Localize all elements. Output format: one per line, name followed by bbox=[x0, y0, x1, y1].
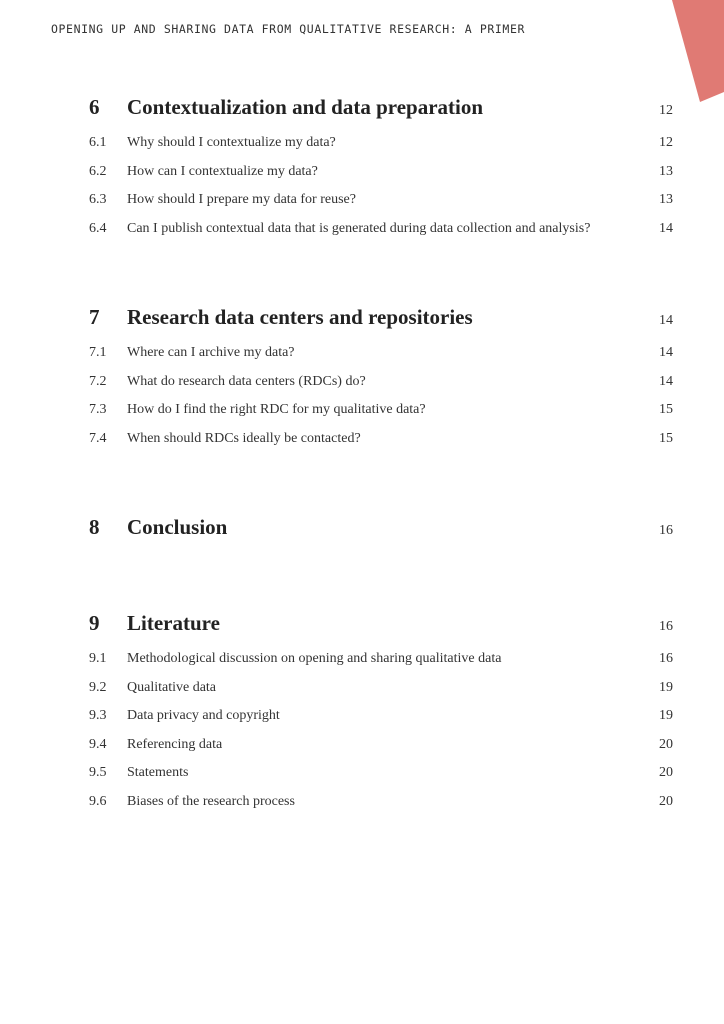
toc-entry[interactable] bbox=[89, 402, 673, 431]
section-number: 9 bbox=[89, 611, 100, 635]
entry-page: 14 bbox=[659, 220, 673, 236]
section-title: Research data centers and repositories bbox=[127, 305, 473, 329]
toc-section-9 bbox=[89, 611, 673, 822]
toc-section-heading[interactable] bbox=[89, 515, 673, 549]
entry-number: 7.4 bbox=[89, 430, 107, 446]
toc-entry[interactable] bbox=[89, 135, 673, 164]
toc-entry[interactable] bbox=[89, 345, 673, 374]
entry-page: 14 bbox=[659, 345, 673, 360]
section-page: 14 bbox=[659, 313, 673, 328]
entry-number: 6.2 bbox=[89, 163, 107, 179]
entry-title: Referencing data bbox=[127, 736, 223, 752]
toc-section-6 bbox=[89, 95, 673, 249]
toc-entry[interactable] bbox=[89, 680, 673, 709]
entry-number: 9.6 bbox=[89, 793, 107, 809]
section-page: 16 bbox=[659, 523, 673, 538]
entry-page: 13 bbox=[659, 192, 673, 207]
entry-title: How do I find the right RDC for my qualitative data? bbox=[127, 402, 426, 417]
entry-title: Can I publish contextual data that is generated during data collection and analysis? bbox=[127, 220, 591, 236]
entry-page: 19 bbox=[659, 679, 673, 695]
toc-section-7 bbox=[89, 305, 673, 459]
toc-entry[interactable] bbox=[89, 737, 673, 766]
toc-entry[interactable] bbox=[89, 708, 673, 737]
toc-entry[interactable] bbox=[89, 164, 673, 193]
entry-number: 7.2 bbox=[89, 373, 107, 389]
entry-title: What do research data centers (RDCs) do? bbox=[127, 373, 366, 389]
entry-number: 7.1 bbox=[89, 345, 107, 360]
toc-section-heading[interactable] bbox=[89, 305, 673, 339]
entry-title: Statements bbox=[127, 765, 189, 780]
entry-page: 20 bbox=[659, 793, 673, 809]
entry-title: Data privacy and copyright bbox=[127, 708, 280, 723]
entry-title: How can I contextualize my data? bbox=[127, 163, 318, 179]
section-number: 7 bbox=[89, 305, 100, 329]
entry-number: 6.1 bbox=[89, 135, 107, 150]
table-of-contents bbox=[89, 95, 673, 878]
entry-title: Why should I contextualize my data? bbox=[127, 135, 336, 150]
entry-page: 15 bbox=[659, 402, 673, 417]
entry-title: When should RDCs ideally be contacted? bbox=[127, 430, 361, 446]
section-title: Literature bbox=[127, 611, 220, 635]
entry-number: 9.4 bbox=[89, 736, 107, 752]
entry-page: 19 bbox=[659, 708, 673, 723]
toc-entry[interactable] bbox=[89, 221, 673, 250]
entry-page: 14 bbox=[659, 373, 673, 389]
entry-title: Qualitative data bbox=[127, 679, 217, 695]
toc-entry[interactable] bbox=[89, 431, 673, 460]
corner-decoration-shape bbox=[672, 0, 724, 102]
section-page: 12 bbox=[659, 103, 673, 118]
entry-page: 16 bbox=[659, 651, 673, 666]
entry-title: How should I prepare my data for reuse? bbox=[127, 192, 356, 207]
running-header: OPENING UP AND SHARING DATA FROM QUALITATIVE RESEARCH: A PRIMER bbox=[51, 22, 525, 36]
toc-entry[interactable] bbox=[89, 794, 673, 823]
toc-section-heading[interactable] bbox=[89, 611, 673, 645]
section-number: 8 bbox=[89, 515, 100, 539]
entry-title: Biases of the research process bbox=[127, 793, 295, 809]
entry-title: Where can I archive my data? bbox=[127, 345, 295, 360]
entry-number: 9.2 bbox=[89, 679, 107, 695]
toc-entry[interactable] bbox=[89, 651, 673, 680]
entry-number: 9.1 bbox=[89, 651, 107, 666]
entry-number: 7.3 bbox=[89, 402, 107, 417]
toc-section-heading[interactable] bbox=[89, 95, 673, 129]
entry-number: 6.4 bbox=[89, 220, 107, 236]
entry-number: 9.3 bbox=[89, 708, 107, 723]
entry-page: 13 bbox=[659, 163, 673, 179]
entry-page: 12 bbox=[659, 135, 673, 150]
entry-title: Methodological discussion on opening and sharing qualitative data bbox=[127, 651, 502, 666]
section-number: 6 bbox=[89, 95, 100, 119]
section-title: Conclusion bbox=[127, 515, 228, 539]
toc-section-8 bbox=[89, 515, 673, 549]
entry-number: 9.5 bbox=[89, 765, 107, 780]
entry-page: 15 bbox=[659, 430, 673, 446]
entry-page: 20 bbox=[659, 736, 673, 752]
section-page: 16 bbox=[659, 619, 673, 634]
toc-entry[interactable] bbox=[89, 765, 673, 794]
toc-entry[interactable] bbox=[89, 374, 673, 403]
section-title: Contextualization and data preparation bbox=[127, 95, 484, 119]
entry-page: 20 bbox=[659, 765, 673, 780]
corner-decoration bbox=[664, 0, 724, 104]
entry-number: 6.3 bbox=[89, 192, 107, 207]
toc-entry[interactable] bbox=[89, 192, 673, 221]
